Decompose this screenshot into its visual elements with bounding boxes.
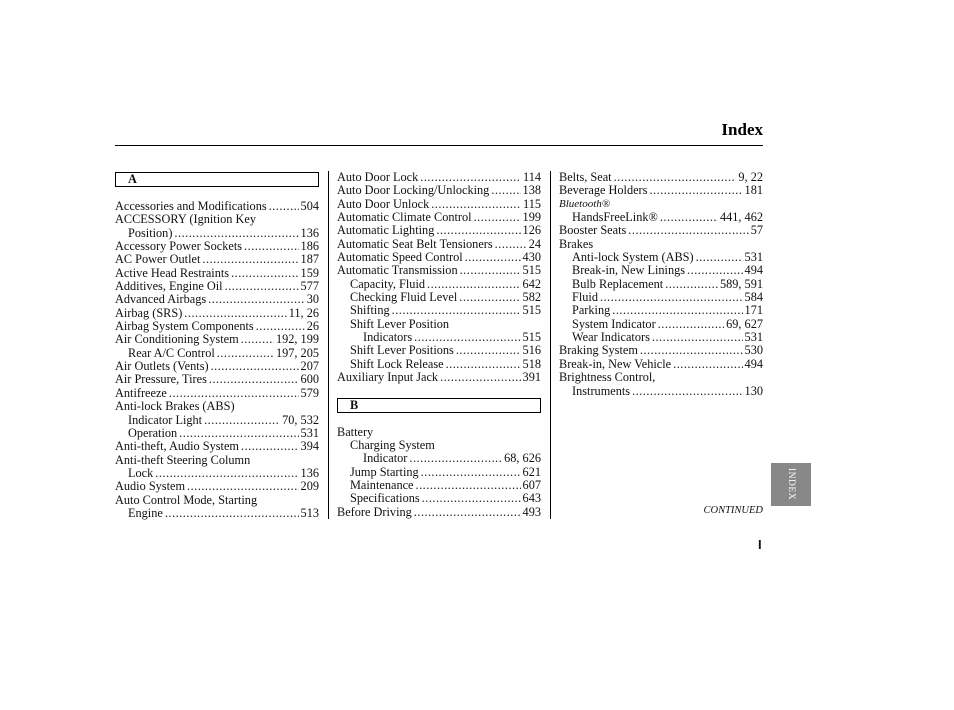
dot-leader	[155, 467, 298, 480]
index-entry	[559, 344, 763, 357]
index-entry	[115, 200, 319, 213]
dot-leader	[422, 492, 521, 505]
index-heading: Shift Lever Position	[350, 316, 450, 331]
entry-page: 11, 26	[288, 305, 319, 320]
entry-label: System Indicator	[572, 316, 656, 331]
entry-label: Engine	[128, 505, 163, 520]
entry-label: Checking Fluid Level	[350, 290, 458, 305]
entry-label: Audio System	[115, 479, 186, 494]
entry-page: 494	[744, 356, 763, 371]
dot-leader	[202, 253, 298, 266]
entry-page: 516	[522, 343, 541, 358]
index-entry	[559, 171, 763, 184]
index-entry	[559, 385, 763, 398]
index-entry	[115, 293, 319, 306]
dot-leader	[460, 264, 521, 277]
entry-page: 207	[300, 359, 319, 374]
header-rule	[115, 145, 763, 146]
entry-label: Air Pressure, Tires	[115, 372, 207, 387]
index-entry	[337, 264, 541, 277]
index-entry	[559, 304, 763, 317]
index-heading: Anti-lock Brakes (ABS)	[115, 399, 235, 414]
dot-leader	[244, 240, 299, 253]
index-entry	[115, 333, 319, 346]
dot-leader	[665, 278, 718, 291]
dot-leader	[436, 224, 520, 237]
index-entry	[115, 227, 319, 240]
index-entry	[115, 373, 319, 386]
dot-leader	[640, 344, 743, 357]
index-heading: Battery	[337, 424, 374, 439]
index-entry	[337, 171, 541, 184]
index-entry	[115, 253, 319, 266]
entry-label: Parking	[572, 303, 611, 318]
entry-label: Auto Door Unlock	[337, 196, 430, 211]
entry-page: 600	[300, 372, 319, 387]
entry-page: 192, 199	[275, 332, 319, 347]
entry-page: 186	[300, 239, 319, 254]
dot-leader	[211, 360, 299, 373]
index-entry	[337, 506, 541, 519]
dot-leader	[495, 238, 527, 251]
dot-leader	[632, 385, 742, 398]
dot-leader	[225, 280, 299, 293]
dot-leader	[431, 198, 521, 211]
entry-label: Jump Starting	[350, 464, 419, 479]
dot-leader	[204, 414, 280, 427]
entry-page: 209	[300, 479, 319, 494]
entry-page: 515	[522, 263, 541, 278]
entry-page: 504	[300, 199, 319, 213]
entry-page: 579	[300, 385, 319, 400]
index-entry	[115, 360, 319, 373]
entry-page: 26	[306, 319, 319, 334]
entry-page: 494	[744, 263, 763, 278]
entry-label: Shift Lock Release	[350, 356, 444, 371]
entry-page: 607	[522, 477, 541, 492]
entry-page: 582	[522, 290, 541, 305]
index-entry	[559, 251, 763, 264]
entry-label: Position)	[128, 225, 173, 240]
index-entry	[337, 291, 541, 304]
index-entry	[337, 371, 541, 384]
entry-label: AC Power Outlet	[115, 252, 201, 267]
index-column-2	[337, 171, 541, 519]
entry-label: Automatic Climate Control	[337, 210, 472, 225]
dot-leader	[673, 358, 742, 371]
entry-page: 70, 532	[282, 412, 319, 427]
entry-label: Automatic Transmission	[337, 263, 458, 278]
entry-page: 30	[306, 292, 319, 307]
entry-page: 126	[522, 223, 541, 238]
entry-label: Active Head Restraints	[115, 265, 230, 280]
entry-page: 515	[522, 303, 541, 318]
index-entry	[115, 307, 319, 320]
entry-page: 159	[300, 265, 319, 280]
index-heading: Bluetooth®	[559, 197, 611, 210]
dot-leader	[241, 333, 274, 346]
section-header-a: A	[115, 172, 319, 187]
dot-leader	[420, 171, 521, 184]
index-entry	[337, 452, 541, 465]
entry-page: 441, 462	[719, 210, 763, 225]
dot-leader	[696, 251, 743, 264]
entry-page: 57	[750, 223, 763, 238]
index-side-tab-label: INDEX	[786, 468, 796, 501]
entry-page: 531	[744, 250, 763, 265]
index-heading: Anti-theft Steering Column	[115, 452, 251, 467]
index-entry	[337, 358, 541, 371]
dot-leader	[427, 278, 521, 291]
dot-leader	[269, 200, 299, 213]
dot-leader	[652, 331, 743, 344]
index-heading: Brightness Control,	[559, 370, 656, 385]
dot-leader	[465, 251, 521, 264]
index-heading: Charging System	[350, 437, 435, 452]
index-entry	[559, 318, 763, 331]
index-entry	[115, 440, 319, 453]
dot-leader	[628, 224, 748, 237]
dot-leader	[217, 347, 274, 360]
dot-leader	[614, 171, 737, 184]
index-entry	[115, 280, 319, 293]
entry-page: 642	[522, 276, 541, 291]
entry-page: 136	[300, 465, 319, 480]
entry-label: Booster Seats	[559, 223, 627, 238]
entry-label: Capacity, Fluid	[350, 276, 426, 291]
entry-label: Break-in, New Vehicle	[559, 356, 672, 371]
entry-page: 391	[522, 370, 541, 385]
dot-leader	[658, 318, 724, 331]
index-entry	[559, 184, 763, 197]
index-heading: Brakes	[559, 236, 594, 251]
page-title: Index	[721, 120, 763, 139]
index-entry	[337, 251, 541, 264]
entry-page: 515	[522, 330, 541, 345]
entry-label: Indicator Light	[128, 412, 203, 427]
index-heading: ACCESSORY (Ignition Key	[115, 212, 256, 227]
entry-label: Auto Door Locking/Unlocking	[337, 183, 490, 198]
index-entry	[559, 278, 763, 291]
index-entry	[115, 507, 319, 520]
entry-page: 171	[744, 303, 763, 318]
entry-page: 136	[300, 225, 319, 240]
dot-leader	[600, 291, 743, 304]
entry-label: Antifreeze	[115, 385, 167, 400]
dot-leader	[446, 358, 521, 371]
dot-leader	[612, 304, 742, 317]
index-side-tab[interactable]	[771, 463, 811, 506]
dot-leader	[474, 211, 521, 224]
entry-label: Auxiliary Input Jack	[337, 370, 439, 385]
index-entry	[115, 467, 319, 480]
entry-page: 114	[523, 170, 541, 184]
entry-page: 187	[300, 252, 319, 267]
dot-leader	[416, 479, 521, 492]
index-entry	[337, 224, 541, 237]
entry-page: 430	[522, 250, 541, 265]
entry-label: Automatic Speed Control	[337, 250, 463, 265]
index-entry	[337, 466, 541, 479]
entry-label: Advanced Airbags	[115, 292, 207, 307]
entry-label: Additives, Engine Oil	[115, 279, 223, 294]
index-entry	[115, 414, 319, 427]
entry-label: Shift Lever Positions	[350, 343, 454, 358]
continued-note: CONTINUED	[703, 505, 763, 516]
page-number: I	[758, 537, 762, 552]
entry-label: Automatic Seat Belt Tensioners	[337, 236, 493, 251]
column-divider	[550, 171, 551, 519]
entry-page: 589, 591	[719, 276, 763, 291]
entry-label: Wear Indicators	[572, 330, 650, 345]
entry-page: 138	[522, 183, 541, 198]
entry-label: Shifting	[350, 303, 390, 318]
entry-page: 531	[744, 330, 763, 345]
entry-label: Indicators	[363, 330, 413, 345]
index-entry	[337, 211, 541, 224]
entry-page: 584	[744, 290, 763, 305]
dot-leader	[187, 480, 299, 493]
entry-page: 24	[528, 236, 541, 251]
dot-leader	[440, 371, 520, 384]
entry-label: Lock	[128, 465, 154, 480]
dot-leader	[165, 507, 299, 520]
entry-page: 577	[300, 279, 319, 294]
dot-leader	[421, 466, 521, 479]
index-entry	[337, 331, 541, 344]
entry-label: Auto Door Lock	[337, 170, 419, 184]
dot-leader	[208, 293, 305, 306]
entry-page: 69, 627	[726, 316, 763, 331]
index-entry	[559, 264, 763, 277]
entry-page: 621	[522, 464, 541, 479]
entry-label: Braking System	[559, 343, 638, 358]
index-entry	[337, 344, 541, 357]
entry-page: 115	[523, 196, 541, 211]
dot-leader	[660, 211, 718, 224]
entry-label: Specifications	[350, 491, 420, 506]
dot-leader	[256, 320, 305, 333]
section-header-b: B	[337, 398, 541, 413]
dot-leader	[414, 506, 521, 519]
dot-leader	[459, 291, 520, 304]
entry-label: Accessories and Modifications	[115, 199, 267, 213]
entry-page: 130	[744, 383, 763, 398]
index-entry	[337, 238, 541, 251]
entry-page: 643	[522, 491, 541, 506]
index-entry	[115, 267, 319, 280]
dot-leader	[231, 267, 298, 280]
entry-page: 513	[300, 505, 319, 520]
entry-label: Maintenance	[350, 477, 414, 492]
entry-page: 530	[744, 343, 763, 358]
index-entry	[115, 480, 319, 493]
entry-page: 199	[522, 210, 541, 225]
entry-label: Operation	[128, 425, 178, 440]
entry-page: 68, 626	[504, 451, 541, 466]
dot-leader	[392, 304, 521, 317]
index-entry	[559, 291, 763, 304]
index-entry	[337, 278, 541, 291]
entry-page: 493	[522, 504, 541, 519]
dot-leader	[414, 331, 520, 344]
index-entry	[559, 211, 763, 224]
index-column-1	[115, 171, 319, 520]
entry-label: Air Conditioning System	[115, 332, 239, 347]
entry-label: Accessory Power Sockets	[115, 239, 243, 254]
dot-leader	[169, 387, 299, 400]
index-entry	[115, 320, 319, 333]
entry-label: Break-in, New Linings	[572, 263, 686, 278]
entry-label: Rear A/C Control	[128, 345, 215, 360]
index-column-3	[559, 171, 763, 398]
entry-label: Fluid	[572, 290, 598, 305]
index-entry	[337, 198, 541, 211]
index-entry	[115, 240, 319, 253]
dot-leader	[456, 344, 521, 357]
dot-leader	[209, 373, 299, 386]
entry-page: 531	[300, 425, 319, 440]
dot-leader	[184, 307, 286, 320]
index-entry	[559, 358, 763, 371]
entry-page: 394	[300, 439, 319, 454]
entry-label: Indicator	[363, 451, 408, 466]
entry-page: 518	[522, 356, 541, 371]
index-entry	[559, 224, 763, 237]
dot-leader	[649, 184, 742, 197]
entry-label: Airbag System Components	[115, 319, 254, 334]
dot-leader	[687, 264, 743, 277]
column-divider	[328, 171, 329, 519]
entry-label: Anti-lock System (ABS)	[572, 250, 694, 265]
dot-leader	[409, 452, 502, 465]
entry-page: 181	[744, 183, 763, 198]
entry-label: Instruments	[572, 383, 631, 398]
dot-leader	[174, 227, 298, 240]
index-entry	[115, 427, 319, 440]
entry-label: Air Outlets (Vents)	[115, 359, 209, 374]
entry-label: Beverage Holders	[559, 183, 648, 198]
entry-page: 197, 205	[275, 345, 319, 360]
index-entry	[337, 184, 541, 197]
dot-leader	[491, 184, 520, 197]
entry-page: 9, 22	[738, 170, 763, 184]
index-entry	[337, 479, 541, 492]
entry-label: Belts, Seat	[559, 170, 612, 184]
entry-label: Automatic Lighting	[337, 223, 435, 238]
entry-label: Airbag (SRS)	[115, 305, 183, 320]
dot-leader	[241, 440, 299, 453]
entry-label: Before Driving	[337, 504, 412, 519]
index-entry	[337, 304, 541, 317]
entry-label: Bulb Replacement	[572, 276, 664, 291]
index-entry	[559, 331, 763, 344]
index-entry	[115, 347, 319, 360]
index-entry	[115, 387, 319, 400]
dot-leader	[179, 427, 298, 440]
index-heading: Auto Control Mode, Starting	[115, 492, 258, 507]
entry-label: HandsFreeLink®	[572, 210, 658, 225]
index-entry	[337, 492, 541, 505]
entry-label: Anti-theft, Audio System	[115, 439, 239, 454]
